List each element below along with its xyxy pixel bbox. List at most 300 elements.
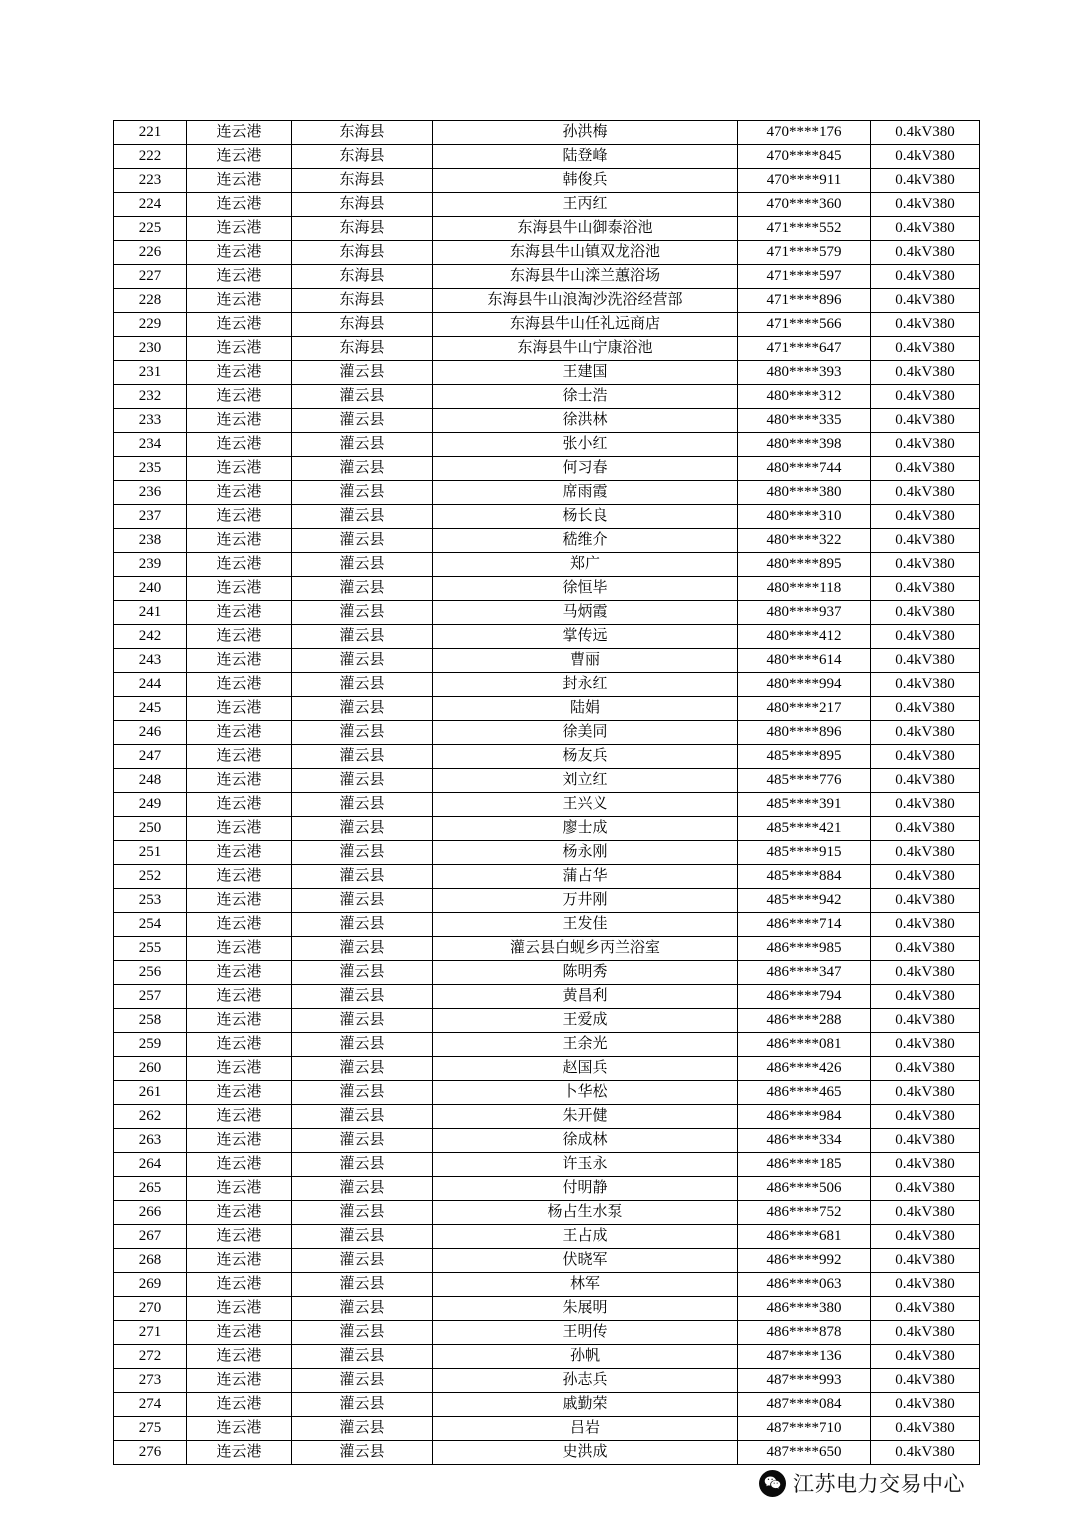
cell-index: 237 — [114, 505, 187, 529]
cell-city: 连云港 — [187, 385, 292, 409]
cell-city: 连云港 — [187, 889, 292, 913]
cell-index: 273 — [114, 1369, 187, 1393]
cell-customer-name: 席雨霞 — [433, 481, 738, 505]
cell-customer-name: 王建国 — [433, 361, 738, 385]
table-row — [114, 865, 980, 889]
cell-customer-name: 掌传远 — [433, 625, 738, 649]
table-row — [114, 361, 980, 385]
cell-id-number: 480****393 — [738, 361, 871, 385]
table-body — [114, 121, 980, 1465]
cell-county: 灌云县 — [292, 1225, 433, 1249]
cell-city: 连云港 — [187, 1393, 292, 1417]
cell-index: 255 — [114, 937, 187, 961]
cell-index: 257 — [114, 985, 187, 1009]
cell-index: 258 — [114, 1009, 187, 1033]
cell-index: 254 — [114, 913, 187, 937]
cell-county: 东海县 — [292, 193, 433, 217]
cell-index: 243 — [114, 649, 187, 673]
cell-city: 连云港 — [187, 1345, 292, 1369]
cell-customer-name: 吕岩 — [433, 1417, 738, 1441]
cell-voltage-level: 0.4kV380 — [871, 121, 980, 145]
cell-city: 连云港 — [187, 1273, 292, 1297]
cell-id-number: 487****650 — [738, 1441, 871, 1465]
cell-voltage-level: 0.4kV380 — [871, 1393, 980, 1417]
cell-id-number: 480****380 — [738, 481, 871, 505]
cell-voltage-level: 0.4kV380 — [871, 385, 980, 409]
table-row — [114, 385, 980, 409]
cell-customer-name: 封永红 — [433, 673, 738, 697]
table-row — [114, 457, 980, 481]
table-row — [114, 217, 980, 241]
cell-id-number: 480****937 — [738, 601, 871, 625]
cell-city: 连云港 — [187, 793, 292, 817]
cell-id-number: 485****421 — [738, 817, 871, 841]
cell-voltage-level: 0.4kV380 — [871, 1201, 980, 1225]
cell-index: 244 — [114, 673, 187, 697]
cell-county: 灌云县 — [292, 841, 433, 865]
cell-voltage-level: 0.4kV380 — [871, 289, 980, 313]
cell-id-number: 471****566 — [738, 313, 871, 337]
cell-customer-name: 朱展明 — [433, 1297, 738, 1321]
cell-voltage-level: 0.4kV380 — [871, 433, 980, 457]
table-row — [114, 1417, 980, 1441]
cell-customer-name: 杨占生水泵 — [433, 1201, 738, 1225]
cell-customer-name: 东海县牛山御泰浴池 — [433, 217, 738, 241]
cell-id-number: 480****335 — [738, 409, 871, 433]
footer-label: 江苏电力交易中心 — [793, 1472, 965, 1496]
cell-voltage-level: 0.4kV380 — [871, 1105, 980, 1129]
cell-index: 259 — [114, 1033, 187, 1057]
cell-city: 连云港 — [187, 649, 292, 673]
cell-voltage-level: 0.4kV380 — [871, 817, 980, 841]
cell-county: 灌云县 — [292, 1009, 433, 1033]
table-row — [114, 1033, 980, 1057]
cell-index: 269 — [114, 1273, 187, 1297]
cell-customer-name: 杨长良 — [433, 505, 738, 529]
cell-city: 连云港 — [187, 1009, 292, 1033]
cell-index: 265 — [114, 1177, 187, 1201]
cell-city: 连云港 — [187, 865, 292, 889]
cell-customer-name: 徐士浩 — [433, 385, 738, 409]
cell-customer-name: 蒲占华 — [433, 865, 738, 889]
cell-county: 灌云县 — [292, 1201, 433, 1225]
cell-customer-name: 陈明秀 — [433, 961, 738, 985]
table-row — [114, 1441, 980, 1465]
cell-customer-name: 孙志兵 — [433, 1369, 738, 1393]
cell-index: 224 — [114, 193, 187, 217]
cell-county: 灌云县 — [292, 553, 433, 577]
cell-id-number: 471****597 — [738, 265, 871, 289]
table-row — [114, 1081, 980, 1105]
cell-customer-name: 伏晓军 — [433, 1249, 738, 1273]
table-row — [114, 145, 980, 169]
cell-customer-name: 陆娟 — [433, 697, 738, 721]
cell-city: 连云港 — [187, 601, 292, 625]
cell-id-number: 480****614 — [738, 649, 871, 673]
cell-voltage-level: 0.4kV380 — [871, 1225, 980, 1249]
cell-voltage-level: 0.4kV380 — [871, 625, 980, 649]
table-row — [114, 769, 980, 793]
cell-county: 东海县 — [292, 313, 433, 337]
cell-voltage-level: 0.4kV380 — [871, 1273, 980, 1297]
cell-city: 连云港 — [187, 481, 292, 505]
cell-id-number: 487****710 — [738, 1417, 871, 1441]
cell-voltage-level: 0.4kV380 — [871, 193, 980, 217]
cell-voltage-level: 0.4kV380 — [871, 985, 980, 1009]
cell-voltage-level: 0.4kV380 — [871, 1321, 980, 1345]
cell-county: 东海县 — [292, 169, 433, 193]
cell-id-number: 486****426 — [738, 1057, 871, 1081]
cell-county: 灌云县 — [292, 1297, 433, 1321]
cell-city: 连云港 — [187, 409, 292, 433]
cell-index: 250 — [114, 817, 187, 841]
cell-city: 连云港 — [187, 625, 292, 649]
table-row — [114, 241, 980, 265]
table-row — [114, 337, 980, 361]
cell-voltage-level: 0.4kV380 — [871, 577, 980, 601]
cell-id-number: 486****984 — [738, 1105, 871, 1129]
cell-id-number: 486****465 — [738, 1081, 871, 1105]
cell-customer-name: 孙帆 — [433, 1345, 738, 1369]
cell-index: 256 — [114, 961, 187, 985]
table-row — [114, 289, 980, 313]
cell-city: 连云港 — [187, 1057, 292, 1081]
cell-customer-name: 张小红 — [433, 433, 738, 457]
cell-city: 连云港 — [187, 289, 292, 313]
cell-county: 灌云县 — [292, 745, 433, 769]
cell-voltage-level: 0.4kV380 — [871, 1249, 980, 1273]
cell-index: 228 — [114, 289, 187, 313]
cell-city: 连云港 — [187, 337, 292, 361]
cell-id-number: 470****911 — [738, 169, 871, 193]
cell-index: 272 — [114, 1345, 187, 1369]
cell-city: 连云港 — [187, 1105, 292, 1129]
cell-county: 灌云县 — [292, 505, 433, 529]
cell-voltage-level: 0.4kV380 — [871, 481, 980, 505]
cell-county: 东海县 — [292, 337, 433, 361]
cell-county: 灌云县 — [292, 1369, 433, 1393]
customer-list-table-wrapper — [113, 120, 955, 1465]
cell-voltage-level: 0.4kV380 — [871, 265, 980, 289]
cell-county: 灌云县 — [292, 721, 433, 745]
cell-voltage-level: 0.4kV380 — [871, 1129, 980, 1153]
cell-customer-name: 林军 — [433, 1273, 738, 1297]
cell-voltage-level: 0.4kV380 — [871, 913, 980, 937]
cell-customer-name: 徐洪林 — [433, 409, 738, 433]
cell-index: 234 — [114, 433, 187, 457]
cell-city: 连云港 — [187, 313, 292, 337]
cell-county: 东海县 — [292, 289, 433, 313]
table-row — [114, 745, 980, 769]
cell-index: 252 — [114, 865, 187, 889]
cell-city: 连云港 — [187, 1033, 292, 1057]
cell-city: 连云港 — [187, 217, 292, 241]
cell-county: 东海县 — [292, 265, 433, 289]
cell-voltage-level: 0.4kV380 — [871, 505, 980, 529]
cell-county: 灌云县 — [292, 625, 433, 649]
cell-city: 连云港 — [187, 1129, 292, 1153]
cell-customer-name: 王兴义 — [433, 793, 738, 817]
table-row — [114, 1273, 980, 1297]
cell-county: 灌云县 — [292, 409, 433, 433]
cell-id-number: 470****360 — [738, 193, 871, 217]
cell-customer-name: 史洪成 — [433, 1441, 738, 1465]
cell-city: 连云港 — [187, 193, 292, 217]
cell-city: 连云港 — [187, 1441, 292, 1465]
table-row — [114, 553, 980, 577]
table-row — [114, 169, 980, 193]
cell-county: 东海县 — [292, 217, 433, 241]
cell-id-number: 486****752 — [738, 1201, 871, 1225]
cell-city: 连云港 — [187, 241, 292, 265]
cell-id-number: 487****136 — [738, 1345, 871, 1369]
cell-voltage-level: 0.4kV380 — [871, 1009, 980, 1033]
cell-customer-name: 杨永刚 — [433, 841, 738, 865]
cell-voltage-level: 0.4kV380 — [871, 553, 980, 577]
cell-id-number: 480****744 — [738, 457, 871, 481]
table-row — [114, 1321, 980, 1345]
cell-city: 连云港 — [187, 937, 292, 961]
cell-index: 268 — [114, 1249, 187, 1273]
cell-voltage-level: 0.4kV380 — [871, 889, 980, 913]
cell-voltage-level: 0.4kV380 — [871, 1033, 980, 1057]
cell-id-number: 471****896 — [738, 289, 871, 313]
cell-city: 连云港 — [187, 673, 292, 697]
cell-voltage-level: 0.4kV380 — [871, 1297, 980, 1321]
table-row — [114, 1297, 980, 1321]
cell-id-number: 487****993 — [738, 1369, 871, 1393]
table-row — [114, 1105, 980, 1129]
cell-city: 连云港 — [187, 1081, 292, 1105]
cell-county: 灌云县 — [292, 1249, 433, 1273]
cell-index: 227 — [114, 265, 187, 289]
cell-id-number: 486****063 — [738, 1273, 871, 1297]
cell-index: 262 — [114, 1105, 187, 1129]
cell-county: 灌云县 — [292, 1105, 433, 1129]
cell-voltage-level: 0.4kV380 — [871, 601, 980, 625]
table-row — [114, 841, 980, 865]
cell-customer-name: 郑广 — [433, 553, 738, 577]
cell-city: 连云港 — [187, 961, 292, 985]
cell-voltage-level: 0.4kV380 — [871, 1417, 980, 1441]
cell-id-number: 471****552 — [738, 217, 871, 241]
cell-index: 223 — [114, 169, 187, 193]
cell-city: 连云港 — [187, 145, 292, 169]
cell-customer-name: 东海县牛山任礼远商店 — [433, 313, 738, 337]
cell-city: 连云港 — [187, 769, 292, 793]
cell-index: 221 — [114, 121, 187, 145]
cell-county: 灌云县 — [292, 817, 433, 841]
cell-index: 271 — [114, 1321, 187, 1345]
cell-voltage-level: 0.4kV380 — [871, 409, 980, 433]
cell-county: 灌云县 — [292, 361, 433, 385]
table-row — [114, 1153, 980, 1177]
table-row — [114, 985, 980, 1009]
cell-voltage-level: 0.4kV380 — [871, 1177, 980, 1201]
cell-id-number: 470****176 — [738, 121, 871, 145]
cell-county: 灌云县 — [292, 1081, 433, 1105]
cell-county: 灌云县 — [292, 1417, 433, 1441]
table-row — [114, 817, 980, 841]
cell-city: 连云港 — [187, 817, 292, 841]
cell-customer-name: 王发佳 — [433, 913, 738, 937]
cell-index: 260 — [114, 1057, 187, 1081]
cell-id-number: 486****794 — [738, 985, 871, 1009]
cell-county: 灌云县 — [292, 1129, 433, 1153]
table-row — [114, 1345, 980, 1369]
cell-id-number: 486****380 — [738, 1297, 871, 1321]
cell-customer-name: 廖士成 — [433, 817, 738, 841]
cell-index: 263 — [114, 1129, 187, 1153]
cell-city: 连云港 — [187, 1417, 292, 1441]
cell-county: 灌云县 — [292, 769, 433, 793]
cell-id-number: 480****896 — [738, 721, 871, 745]
cell-city: 连云港 — [187, 913, 292, 937]
cell-index: 249 — [114, 793, 187, 817]
table-row — [114, 913, 980, 937]
cell-id-number: 486****878 — [738, 1321, 871, 1345]
table-row — [114, 625, 980, 649]
cell-voltage-level: 0.4kV380 — [871, 241, 980, 265]
cell-city: 连云港 — [187, 505, 292, 529]
cell-city: 连云港 — [187, 1225, 292, 1249]
cell-customer-name: 王爱成 — [433, 1009, 738, 1033]
cell-county: 东海县 — [292, 241, 433, 265]
cell-county: 灌云县 — [292, 1177, 433, 1201]
cell-id-number: 485****776 — [738, 769, 871, 793]
cell-voltage-level: 0.4kV380 — [871, 1369, 980, 1393]
cell-county: 灌云县 — [292, 985, 433, 1009]
cell-index: 246 — [114, 721, 187, 745]
cell-county: 东海县 — [292, 145, 433, 169]
cell-customer-name: 何习春 — [433, 457, 738, 481]
cell-customer-name: 东海县牛山宁康浴池 — [433, 337, 738, 361]
cell-index: 231 — [114, 361, 187, 385]
cell-customer-name: 付明静 — [433, 1177, 738, 1201]
cell-index: 225 — [114, 217, 187, 241]
cell-id-number: 485****884 — [738, 865, 871, 889]
cell-county: 灌云县 — [292, 1393, 433, 1417]
cell-city: 连云港 — [187, 457, 292, 481]
cell-id-number: 486****185 — [738, 1153, 871, 1177]
cell-customer-name: 东海县牛山滦兰蕙浴场 — [433, 265, 738, 289]
cell-voltage-level: 0.4kV380 — [871, 697, 980, 721]
cell-index: 229 — [114, 313, 187, 337]
cell-customer-name: 徐美同 — [433, 721, 738, 745]
cell-voltage-level: 0.4kV380 — [871, 1081, 980, 1105]
cell-customer-name: 万井刚 — [433, 889, 738, 913]
cell-id-number: 480****312 — [738, 385, 871, 409]
cell-voltage-level: 0.4kV380 — [871, 769, 980, 793]
cell-city: 连云港 — [187, 433, 292, 457]
cell-county: 灌云县 — [292, 1321, 433, 1345]
cell-city: 连云港 — [187, 1153, 292, 1177]
table-row — [114, 529, 980, 553]
cell-id-number: 470****845 — [738, 145, 871, 169]
cell-voltage-level: 0.4kV380 — [871, 1345, 980, 1369]
cell-city: 连云港 — [187, 553, 292, 577]
table-row — [114, 433, 980, 457]
cell-county: 灌云县 — [292, 601, 433, 625]
cell-id-number: 480****994 — [738, 673, 871, 697]
cell-voltage-level: 0.4kV380 — [871, 673, 980, 697]
cell-index: 275 — [114, 1417, 187, 1441]
cell-voltage-level: 0.4kV380 — [871, 337, 980, 361]
table-row — [114, 481, 980, 505]
cell-city: 连云港 — [187, 1201, 292, 1225]
cell-index: 274 — [114, 1393, 187, 1417]
cell-id-number: 486****985 — [738, 937, 871, 961]
cell-id-number: 486****081 — [738, 1033, 871, 1057]
cell-county: 灌云县 — [292, 529, 433, 553]
cell-voltage-level: 0.4kV380 — [871, 313, 980, 337]
cell-customer-name: 王丙红 — [433, 193, 738, 217]
table-row — [114, 1369, 980, 1393]
table-row — [114, 649, 980, 673]
cell-voltage-level: 0.4kV380 — [871, 745, 980, 769]
cell-city: 连云港 — [187, 1177, 292, 1201]
table-row — [114, 121, 980, 145]
cell-index: 226 — [114, 241, 187, 265]
cell-customer-name: 孙洪梅 — [433, 121, 738, 145]
cell-city: 连云港 — [187, 577, 292, 601]
table-row — [114, 313, 980, 337]
cell-voltage-level: 0.4kV380 — [871, 1057, 980, 1081]
cell-index: 251 — [114, 841, 187, 865]
cell-index: 253 — [114, 889, 187, 913]
table-row — [114, 1129, 980, 1153]
cell-id-number: 480****310 — [738, 505, 871, 529]
cell-voltage-level: 0.4kV380 — [871, 529, 980, 553]
cell-customer-name: 嵇维介 — [433, 529, 738, 553]
cell-county: 灌云县 — [292, 1273, 433, 1297]
cell-index: 276 — [114, 1441, 187, 1465]
table-row — [114, 1225, 980, 1249]
cell-city: 连云港 — [187, 1321, 292, 1345]
cell-county: 灌云县 — [292, 481, 433, 505]
table-row — [114, 505, 980, 529]
table-row — [114, 1177, 980, 1201]
table-row — [114, 1201, 980, 1225]
cell-city: 连云港 — [187, 529, 292, 553]
cell-city: 连云港 — [187, 1369, 292, 1393]
cell-index: 270 — [114, 1297, 187, 1321]
cell-city: 连云港 — [187, 121, 292, 145]
cell-voltage-level: 0.4kV380 — [871, 169, 980, 193]
cell-county: 灌云县 — [292, 385, 433, 409]
cell-index: 235 — [114, 457, 187, 481]
cell-customer-name: 陆登峰 — [433, 145, 738, 169]
cell-voltage-level: 0.4kV380 — [871, 457, 980, 481]
cell-customer-name: 韩俊兵 — [433, 169, 738, 193]
cell-voltage-level: 0.4kV380 — [871, 865, 980, 889]
cell-city: 连云港 — [187, 985, 292, 1009]
table-row — [114, 409, 980, 433]
cell-county: 灌云县 — [292, 577, 433, 601]
cell-voltage-level: 0.4kV380 — [871, 721, 980, 745]
cell-city: 连云港 — [187, 745, 292, 769]
cell-index: 239 — [114, 553, 187, 577]
cell-id-number: 480****895 — [738, 553, 871, 577]
cell-customer-name: 戚勤荣 — [433, 1393, 738, 1417]
cell-id-number: 480****217 — [738, 697, 871, 721]
cell-voltage-level: 0.4kV380 — [871, 649, 980, 673]
cell-voltage-level: 0.4kV380 — [871, 1441, 980, 1465]
cell-customer-name: 许玉永 — [433, 1153, 738, 1177]
cell-id-number: 485****895 — [738, 745, 871, 769]
cell-county: 灌云县 — [292, 889, 433, 913]
customer-list-table — [113, 120, 980, 1465]
